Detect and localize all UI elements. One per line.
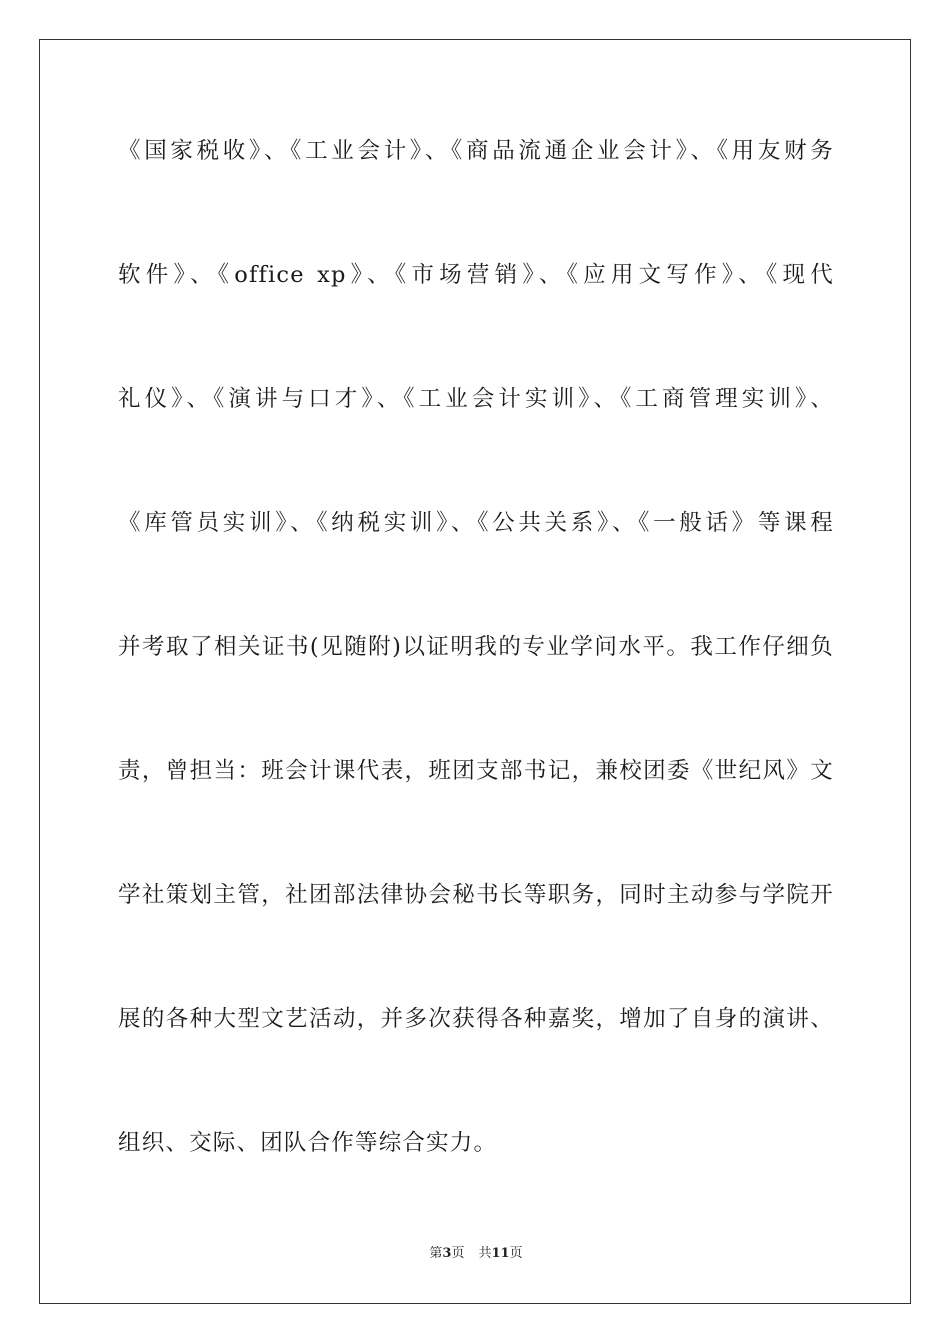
- text-line-6: 责，曾担当：班会计课代表，班团支部书记，兼校团委《世纪风》文: [118, 758, 834, 784]
- text-line-8: 展的各种大型文艺活动，并多次获得各种嘉奖，增加了自身的演讲、: [118, 1006, 834, 1032]
- page-number: 3: [442, 1246, 452, 1261]
- total-suffix: 页: [509, 1246, 523, 1261]
- page-prefix: 第: [429, 1246, 443, 1261]
- total-pages: 11: [491, 1246, 510, 1261]
- page-footer: [40, 1245, 912, 1263]
- text-line-9: 组织、交际、团队合作等综合实力。: [118, 1130, 498, 1156]
- page-frame: [39, 39, 911, 1304]
- text-line-2: 软件》、《office xp》、《市场营销》、《应用文写作》、《现代: [118, 262, 834, 288]
- text-line-4: 《库管员实训》、《纳税实训》、《公共关系》、《一般话》等课程: [118, 510, 834, 536]
- text-line-5: 并考取了相关证书(见随附)以证明我的专业学问水平。我工作仔细负: [118, 634, 834, 660]
- text-line-1: 《国家税收》、《工业会计》、《商品流通企业会计》、《用友财务: [118, 138, 834, 164]
- total-prefix: 共: [478, 1246, 492, 1261]
- page-suffix: 页: [451, 1246, 465, 1261]
- text-line-3: 礼仪》、《演讲与口才》、《工业会计实训》、《工商管理实训》、: [118, 386, 834, 412]
- text-line-7: 学社策划主管，社团部法律协会秘书长等职务，同时主动参与学院开: [118, 882, 834, 908]
